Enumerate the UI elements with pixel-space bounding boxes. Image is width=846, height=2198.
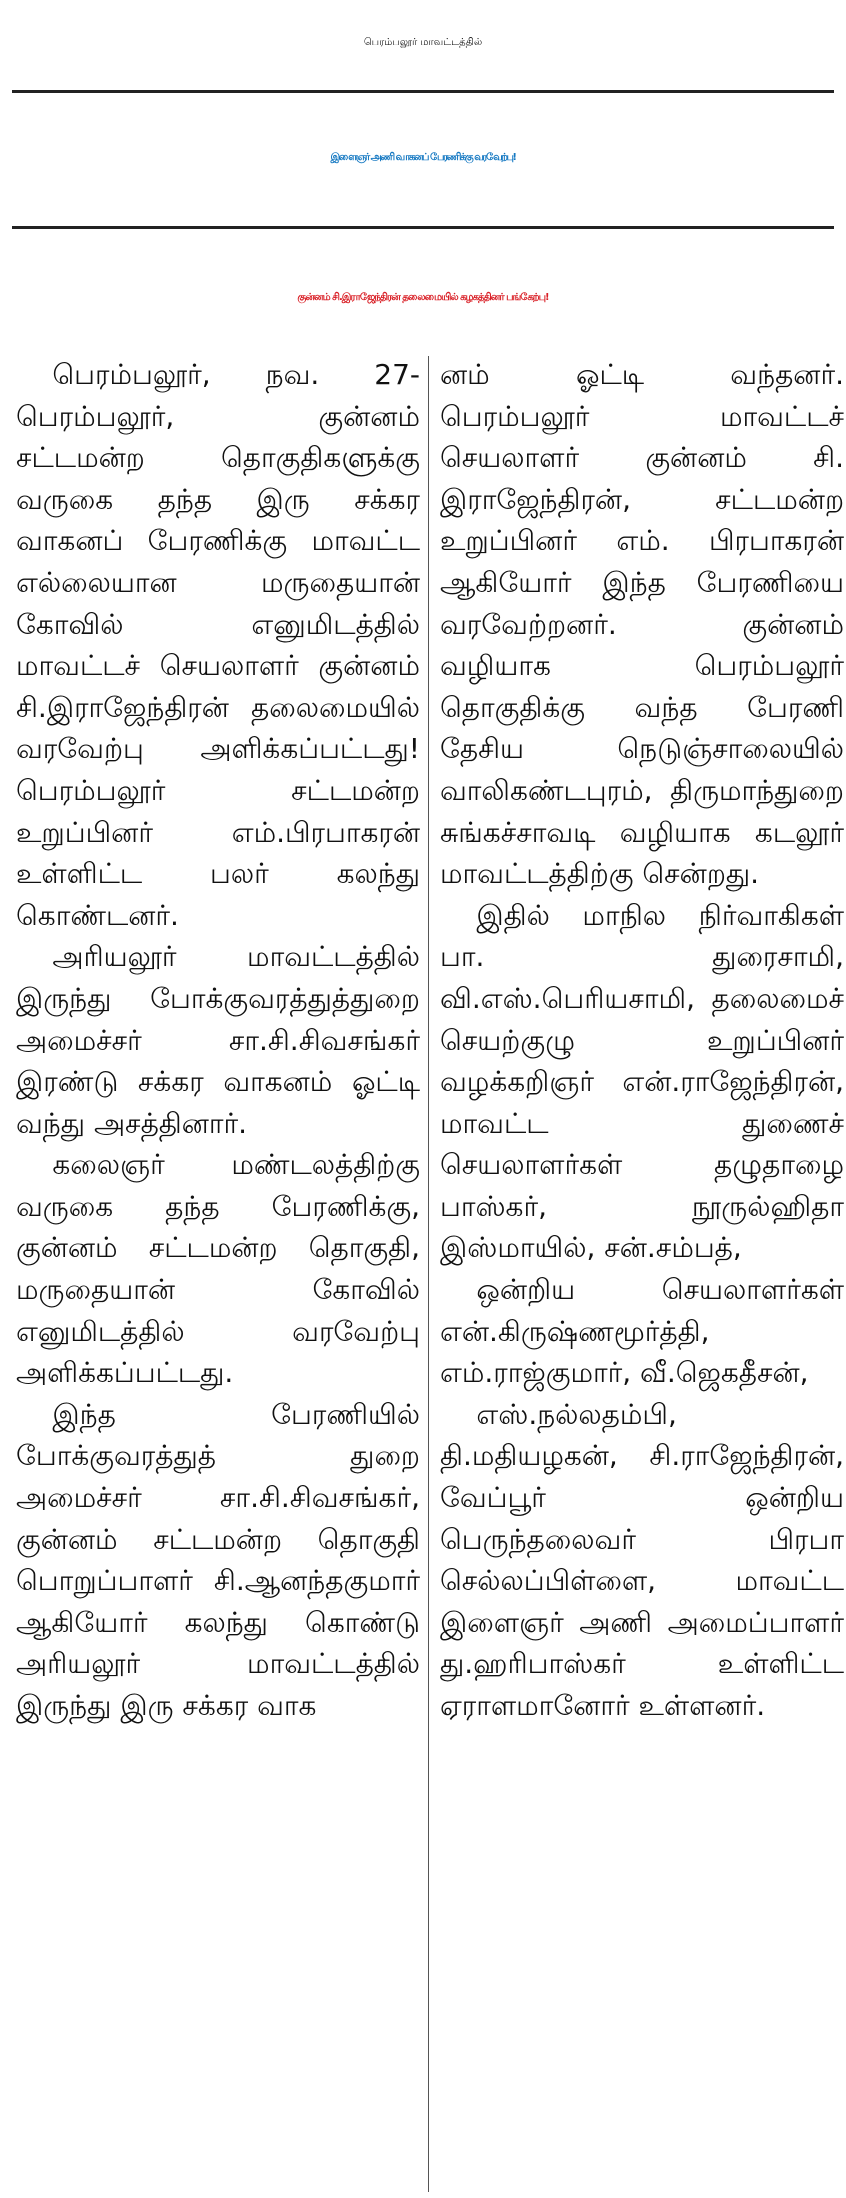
article-paragraph: ஒன்றிய செயலாளர்கள் என்.கிருஷ்ணமூர்த்தி, எம்.ராஜ்குமார், வீ.ஜெகதீசன், — [440, 1273, 844, 1390]
article-column-right — [440, 354, 844, 2194]
article-paragraph: கலைஞர் மண்டலத்திற்கு வருகை தந்த பேரணிக்கு, குன்னம் சட்டமன்ற தொகுதி, மருதையான் கோவில் எனுமிடத்தில் வரவேற்பு அளிக்கப்பட்டது. — [16, 1148, 420, 1390]
headline-rule-top — [12, 90, 834, 93]
article-paragraph: எஸ்.நல்லதம்பி, தி.மதியழகன், சி.ராஜேந்திரன், வேப்பூர் ஒன்றிய பெருந்தலைவர் பிரபா செல்லப்பிள்ளை, மாவட்ட இளைஞர் அணி அமைப்பாளர் து.ஹரிபாஸ்கர் உள்ளிட்ட ஏராளமானோர் உள்ளனர். — [440, 1397, 844, 1722]
headline-rule-middle — [12, 226, 834, 229]
article-column-left — [16, 354, 420, 2194]
column-divider — [428, 356, 429, 2192]
article-paragraph: இதில் மாநில நிர்வாகிகள் பா. துரைசாமி, வி.எஸ்.பெரியசாமி, தலைமைச் செயற்குழு உறுப்பினர் வழக்கறிஞர் என்.ராஜேந்திரன், மாவட்ட துணைச் செயலாளர்கள் தழுதாழை பாஸ்கர், நூருல்ஹிதா இஸ்மாயில், சன்.சம்பத், — [440, 898, 844, 1265]
article-paragraph: பெரம்பலூர், நவ. 27- பெரம்பலூர், குன்னம் சட்டமன்ற தொகுதிகளுக்கு வருகை தந்த இரு சக்கர வாகனப் பேரணிக்கு மாவட்ட எல்லையான மருதையான் கோவில் எனுமிடத்தில் மாவட்டச் செயலாளர் குன்னம் சி.இராஜேந்திரன் தலைமையில் வரவேற்பு அளிக்கப்பட்டது! பெரம்பலூர் சட்டமன்ற உறுப்பினர் எம்.பிரபாகரன் உள்ளிட்ட பலர் கலந்து கொண்டனர். — [16, 358, 420, 932]
main-headline: இளைஞர் அணி வாகனப் பேரணிக்கு வரவேற்பு! — [330, 152, 516, 163]
article-paragraph: னம் ஓட்டி வந்தனர். பெரம்பலூர் மாவட்டச் செயலாளர் குன்னம் சி. இராஜேந்திரன், சட்டமன்ற உறுப்பினர் எம். பிரபாகரன் ஆகியோர் இந்த பேரணியை வரவேற்றனர். குன்னம் வழியாக பெரம்பலூர் தொகுதிக்கு வந்த பேரணி தேசிய நெடுஞ்சாலையில் வாலிகண்டபுரம், திருமாந்துறை சுங்கச்சாவடி வழியாக கடலூர் மாவட்டத்திற்கு சென்றது. — [440, 358, 844, 891]
sub-headline: குன்னம் சி.இராஜேந்திரன் தலைமையில் கழகத்தினர் பங்கேற்பு! — [297, 292, 549, 303]
article-paragraph: இந்த பேரணியில் போக்குவரத்துத் துறை அமைச்சர் சா.சி.சிவசங்கர், குன்னம் சட்டமன்ற தொகுதி பொறுப்பாளர் சி.ஆனந்தகுமார் ஆகியோர் கலந்து கொண்டு அரியலூர் மாவட்டத்தில் இருந்து இரு சக்கர வாக — [16, 1397, 420, 1722]
article-paragraph: அரியலூர் மாவட்டத்தில் இருந்து போக்குவரத்துத்துறை அமைச்சர் சா.சி.சிவசங்கர் இரண்டு சக்கர வாகனம் ஓட்டி வந்து அசத்தினார். — [16, 940, 420, 1140]
kicker-headline: பெரம்பலூர் மாவட்டத்தில் — [363, 37, 483, 48]
